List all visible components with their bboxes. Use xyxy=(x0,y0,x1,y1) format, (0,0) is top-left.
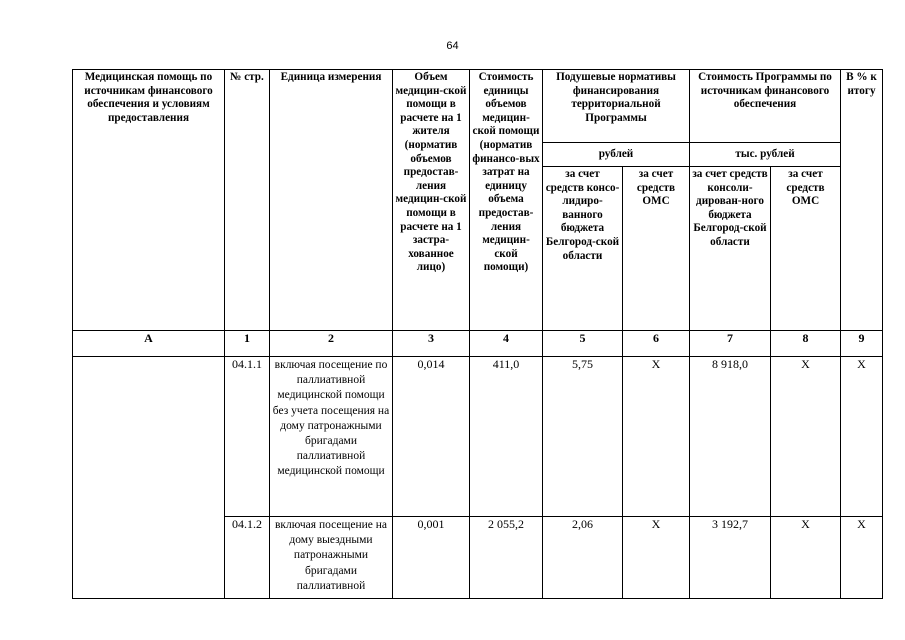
row-unit-cost: 2 055,2 xyxy=(470,517,543,599)
header-col-1: № стр. xyxy=(225,70,270,331)
column-number: 9 xyxy=(841,331,883,357)
column-number: 4 xyxy=(470,331,543,357)
table-row xyxy=(73,357,883,517)
row-unit-cost: 411,0 xyxy=(470,357,543,517)
column-number: 6 xyxy=(623,331,690,357)
row-volume: 0,014 xyxy=(393,357,470,517)
header-col-2: Единица измерения xyxy=(270,70,393,331)
header-col-3: Объем медицин-ской помощи в расчете на 1 жителя (норматив объемов предостав-ления медицин-ской помощи в расчете на 1 застра-хованное лицо) xyxy=(393,70,470,331)
header-group-per-capita: Подушевые нормативы финансирования территориальной Программы xyxy=(543,70,690,143)
row-percent: Х xyxy=(841,357,883,517)
row-per-capita-budget: 2,06 xyxy=(543,517,623,599)
row-line-number: 04.1.2 xyxy=(225,517,270,599)
row-line-number: 04.1.1 xyxy=(225,357,270,517)
header-col-9: В % к итогу xyxy=(841,70,883,331)
row-per-capita-oms: Х xyxy=(623,357,690,517)
column-number: А xyxy=(73,331,225,357)
header-cost-unit: тыс. рублей xyxy=(690,143,841,167)
row-unit: включая посещение на дому выездными патронажными бригадами паллиативной xyxy=(270,517,393,599)
column-number: 3 xyxy=(393,331,470,357)
header-col-7: за счет средств консоли-дирован-ного бюджета Белгород-ской области xyxy=(690,167,771,331)
row-cost-budget: 3 192,7 xyxy=(690,517,771,599)
header-col-8: за счет средств ОМС xyxy=(771,167,841,331)
row-cost-oms: Х xyxy=(771,357,841,517)
header-col-a: Медицинская помощь по источникам финансового обеспечения и условиям предоставления xyxy=(73,70,225,331)
header-col-6: за счет средств ОМС xyxy=(623,167,690,331)
column-number: 1 xyxy=(225,331,270,357)
header-group-cost: Стоимость Программы по источникам финансового обеспечения xyxy=(690,70,841,143)
row-cost-oms: Х xyxy=(771,517,841,599)
header-per-capita-unit: рублей xyxy=(543,143,690,167)
row-percent: Х xyxy=(841,517,883,599)
header-col-4: Стоимость единицы объемов медицин-ской помощи (норматив финансо-вых затрат на единицу объема предостав-ления медицин-ской помощи) xyxy=(470,70,543,331)
financing-table xyxy=(72,69,883,599)
column-number: 8 xyxy=(771,331,841,357)
row-unit: включая посещение по паллиативной медицинской помощи без учета посещения на дому патронажными бригадами паллиативной медицинской помощи xyxy=(270,357,393,517)
row-cost-budget: 8 918,0 xyxy=(690,357,771,517)
column-number: 5 xyxy=(543,331,623,357)
row-per-capita-budget: 5,75 xyxy=(543,357,623,517)
row-per-capita-oms: Х xyxy=(623,517,690,599)
row-volume: 0,001 xyxy=(393,517,470,599)
page-number: 64 xyxy=(446,40,459,52)
column-number: 2 xyxy=(270,331,393,357)
row-category xyxy=(73,357,225,599)
column-number: 7 xyxy=(690,331,771,357)
header-col-5: за счет средств консо-лидиро-ванного бюджета Белгород-ской области xyxy=(543,167,623,331)
column-number-row xyxy=(73,331,883,357)
